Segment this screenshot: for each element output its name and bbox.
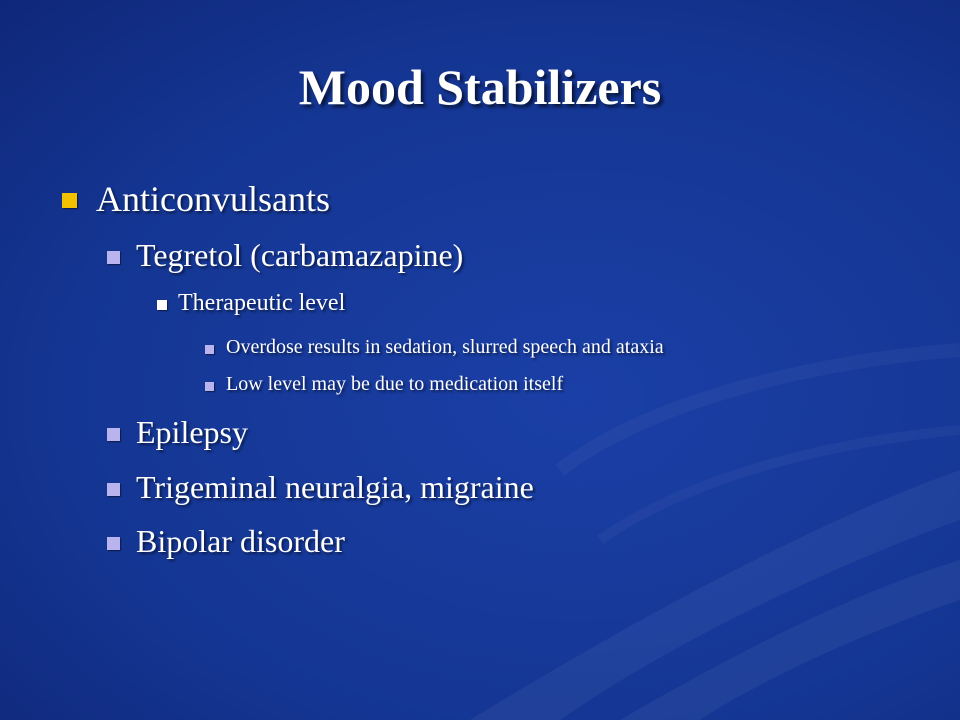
square-bullet-icon	[62, 193, 77, 208]
square-bullet-icon	[205, 382, 214, 391]
bullet-text: Anticonvulsants	[96, 179, 330, 219]
square-bullet-icon	[107, 483, 120, 496]
bullet-text: Bipolar disorder	[136, 523, 345, 559]
square-bullet-icon	[107, 251, 120, 264]
bullet-bipolar	[136, 523, 345, 560]
square-bullet-icon	[205, 345, 214, 354]
square-bullet-icon	[107, 428, 120, 441]
bullet-trigeminal	[136, 469, 534, 506]
bullet-text: Therapeutic level	[178, 290, 346, 316]
bullet-epilepsy	[136, 414, 248, 451]
bullet-anticonvulsants	[96, 178, 330, 220]
bullet-therapeutic-level	[178, 290, 345, 317]
square-bullet-icon	[107, 537, 120, 550]
slide-title: Mood Stabilizers	[298, 59, 662, 115]
bullet-text: Epilepsy	[136, 414, 248, 450]
square-bullet-icon	[157, 300, 167, 310]
bullet-text: Low level may be due to medication itself	[226, 373, 564, 395]
bullet-low-level	[226, 373, 563, 396]
bullet-tegretol	[136, 237, 463, 274]
bullet-text: Overdose results in sedation, slurred speech and ataxia	[226, 336, 664, 358]
bullet-text: Trigeminal neuralgia, migraine	[136, 469, 534, 505]
bullet-overdose	[226, 336, 664, 359]
bullet-text: Tegretol (carbamazapine)	[136, 237, 464, 273]
